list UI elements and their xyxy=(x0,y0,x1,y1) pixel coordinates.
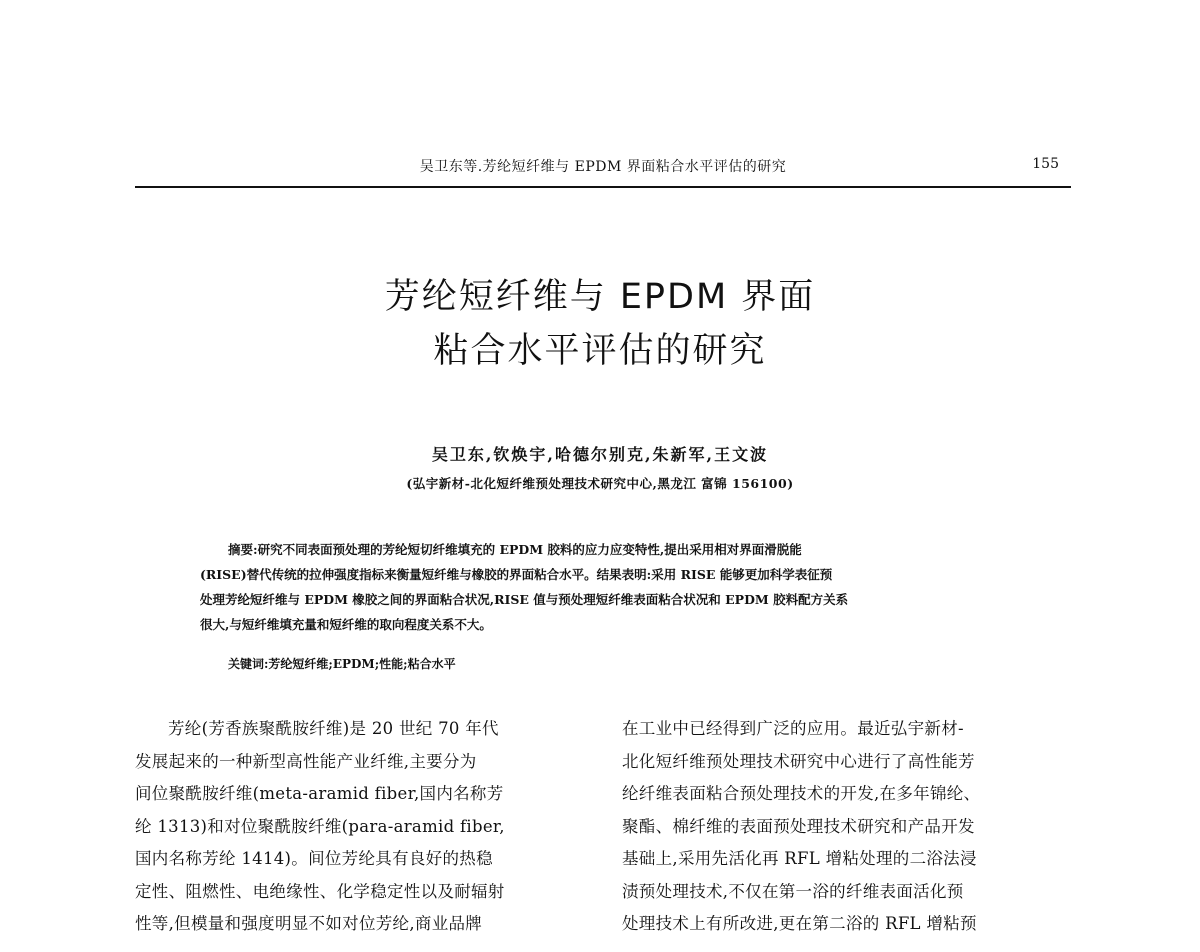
body-line: 性等,但模量和强度明显不如对位芳纶,商业品牌 xyxy=(135,914,483,933)
abstract-line: 处理芳纶短纤维与 EPDM 橡胶之间的界面粘合状况,RISE 值与预处理短纤维表面粘合状况和 EPDM 胶料配方关系 xyxy=(200,592,849,607)
title-line-1: 芳纶短纤维与 EPDM 界面 xyxy=(384,277,816,317)
body-column-left xyxy=(135,713,581,941)
body-line: 基础上,采用先活化再 RFL 增粘处理的二浴法浸 xyxy=(622,849,977,868)
body-line: 聚酯、棉纤维的表面预处理技术研究和产品开发 xyxy=(622,816,975,836)
keywords: 关键词:芳纶短纤维;EPDM;性能;粘合水平 xyxy=(228,657,456,671)
running-header xyxy=(135,150,1071,188)
body-line: 处理技术上有所改进,更在第二浴的 RFL 增粘预 xyxy=(622,914,977,933)
body-line: 国内名称芳纶 1414)。间位芳纶具有良好的热稳 xyxy=(135,849,493,868)
abstract-line: 摘要:研究不同表面预处理的芳纶短切纤维填充的 EPDM 胶料的应力应变特性,提出采用相对界面滑脱能 xyxy=(228,542,802,557)
body-line: 在工业中已经得到广泛的应用。最近弘宇新材- xyxy=(622,719,964,738)
affiliation: (弘宇新材-北化短纤维预处理技术研究中心,黑龙江 富锦 156100) xyxy=(406,476,794,491)
body-line: 间位聚酰胺纤维(meta-aramid fiber,国内名称芳 xyxy=(135,784,504,803)
running-title: 吴卫东等.芳纶短纤维与 EPDM 界面粘合水平评估的研究 xyxy=(419,159,787,175)
title-line-2: 粘合水平评估的研究 xyxy=(433,331,767,371)
author-list: 吴卫东,钦焕宇,哈德尔别克,朱新军,王文波 xyxy=(431,445,769,464)
page-number: 155 xyxy=(1032,156,1059,172)
body-line: 纶 1313)和对位聚酰胺纤维(para-aramid fiber, xyxy=(135,816,505,836)
body-line: 芳纶(芳香族聚酰胺纤维)是 20 世纪 70 年代 xyxy=(168,719,499,738)
abstract-line: (RISE)替代传统的拉伸强度指标来衡量短纤维与橡胶的界面粘合水平。结果表明:采用 RISE 能够更加科学表征预 xyxy=(200,567,833,582)
abstract xyxy=(200,537,1008,637)
body-line: 北化短纤维预处理技术研究中心进行了高性能芳 xyxy=(622,751,975,771)
abstract-line: 很大,与短纤维填充量和短纤维的取向程度关系不大。 xyxy=(200,617,492,632)
body-line: 渍预处理技术,不仅在第一浴的纤维表面活化预 xyxy=(622,881,964,901)
body-line: 发展起来的一种新型高性能产业纤维,主要分为 xyxy=(135,751,477,771)
body-line: 定性、阻燃性、电绝缘性、化学稳定性以及耐辐射 xyxy=(135,881,505,901)
article-title xyxy=(0,270,1200,378)
body-line: 纶纤维表面粘合预处理技术的开发,在多年锦纶、 xyxy=(622,784,981,803)
body-column-right xyxy=(622,713,1068,941)
